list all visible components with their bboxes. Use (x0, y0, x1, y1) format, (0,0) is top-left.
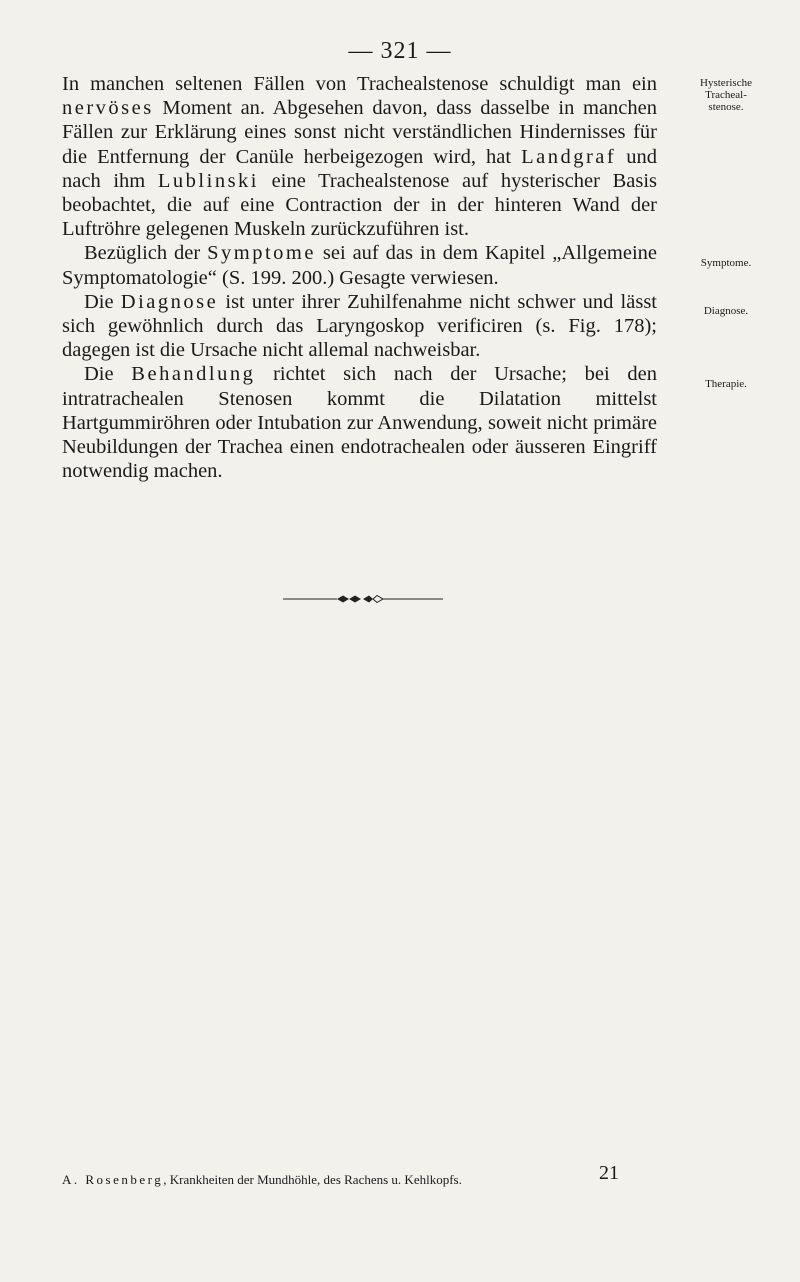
spaced-emphasis: nervöses (62, 97, 154, 120)
spaced-emphasis: Lublinski (157, 169, 259, 192)
margin-note-line: Diagnose. (703, 305, 749, 317)
printer-signature: 21 (599, 1162, 619, 1184)
paragraph-symptoms (62, 241, 657, 289)
margin-note-line: Symptome. (700, 257, 752, 269)
footer-credit (62, 1172, 462, 1188)
section-end-ornament (283, 592, 443, 606)
spaced-emphasis: Behandlung (131, 363, 256, 386)
spaced-emphasis: Landgraf (521, 145, 617, 168)
text-run: Die (84, 363, 132, 386)
margin-note-symptoms (665, 257, 787, 269)
spaced-emphasis: Diagnose (120, 290, 219, 313)
text-run: Die (84, 290, 121, 313)
paragraph-diagnosis (62, 290, 657, 363)
body-text (62, 72, 657, 483)
spaced-emphasis: Symptome (207, 242, 316, 265)
margin-note-hysterical-stenosis (665, 77, 787, 113)
text-run: sei auf das in dem Kapitel „Allgemeine Symptomatologie“ (S. 199. 200.) Gesagte verwiesen. (62, 242, 657, 289)
margin-note-diagnosis (665, 305, 787, 317)
text-run: Moment an. Abgesehen davon, dass dasselbe in manchen Fällen zur Erklärung eines sonst nicht verständlichen Hindernisses für die Entfernung der Canüle herbeigezogen wird, hat (62, 97, 657, 168)
text-run: ist unter ihrer Zuhilfenahme nicht schwer und lässt sich gewöhnlich durch das Laryngoskop verificiren (s. Fig. 178); dagegen ist die Ursache nicht allemal nachweisbar. (62, 290, 657, 362)
text-run: und nach ihm (62, 145, 657, 192)
margin-note-line: Therapie. (705, 378, 747, 390)
paragraph-therapy (62, 362, 657, 483)
footer-author: A. Rosenberg (62, 1172, 164, 1187)
margin-note-line: Hysterische (700, 77, 752, 89)
margin-note-line: stenose. (708, 101, 744, 113)
margin-note-line: Tracheal- (705, 89, 747, 101)
paragraph-hysterical-stenosis (62, 72, 657, 241)
margin-note-therapy (665, 378, 787, 390)
text-run: eine Trachealstenose auf hysterischer Basis beobachtet, die auf eine Contraction der in der hinteren Wand der Luftröhre gelegenen Muskeln zurückzuführen ist. (62, 169, 657, 241)
page-number: — 321 — (348, 38, 452, 64)
text-run: In manchen seltenen Fällen von Trachealstenose schuldigt man ein (62, 73, 657, 95)
footer-title: , Krankheiten der Mundhöhle, des Rachens u. Kehlkopfs. (163, 1172, 462, 1187)
text-run: richtet sich nach der Ursache; bei den intratrachealen Stenosen kommt die Dilatation mittelst Hartgummiröhren oder Intubation zur Anwendung, soweit nicht primäre Neubildungen der Trachea einen endotrachealen oder äusseren Eingriff notwendig machen. (62, 363, 657, 483)
text-run: Bezüglich der (84, 242, 208, 265)
